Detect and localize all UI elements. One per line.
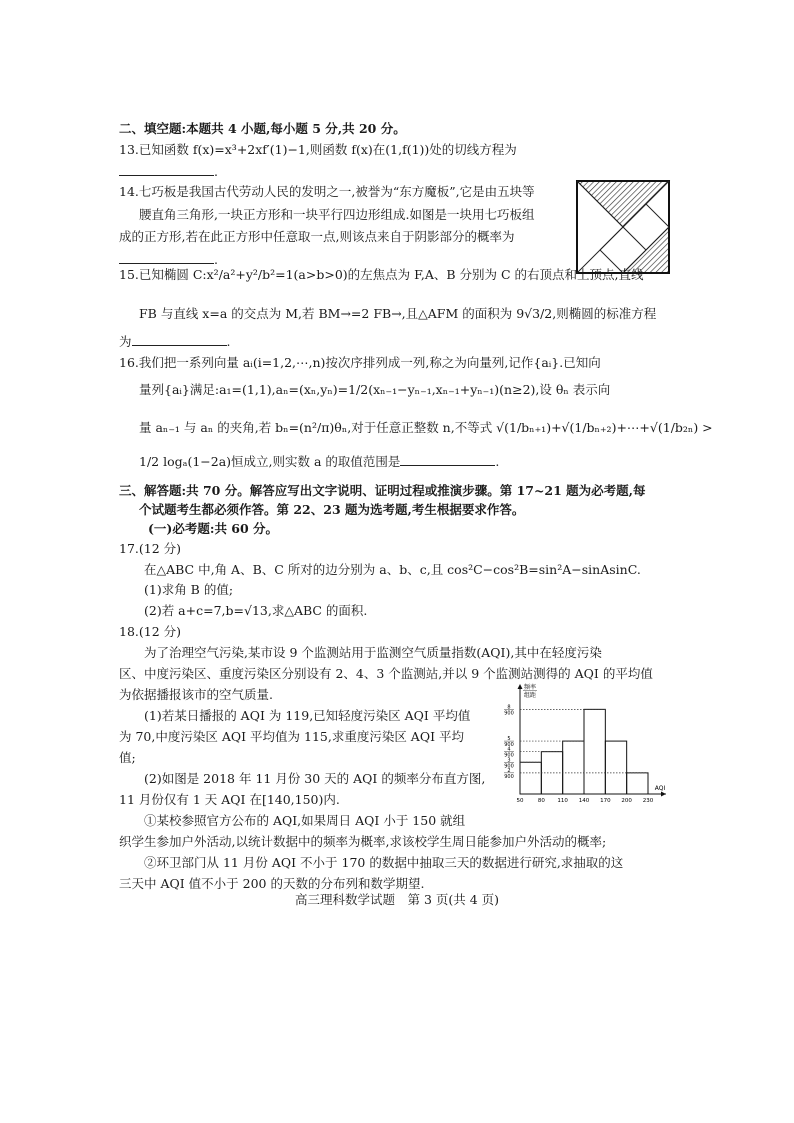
q17-line1: 在△ABC 中,角 A、B、C 所对的边分别为 a、b、c,且 cos²C−cos²B=sin²A−sinAsinC. bbox=[144, 562, 641, 577]
page-footer: 高三理科数学试题 第 3 页(共 4 页) bbox=[294, 892, 500, 907]
q18-line2: 区、中度污染区、重度污染区分别设有 2、4、3 个监测站,并以 9 个监测站测得的 AQI 的平均值 bbox=[119, 666, 653, 681]
q14-line4: . bbox=[119, 251, 218, 268]
aqi-histogram bbox=[498, 682, 666, 804]
x-tick-label: 50 bbox=[516, 798, 524, 804]
q16-line3: 量 aₙ₋₁ 与 aₙ 的夹角,若 bₙ=(n²/π)θₙ,对于任意正整数 n,不等式 √(1/bₙ₊₁)+√(1/bₙ₊₂)+⋯+√(1/b₂ₙ) > bbox=[139, 420, 713, 435]
answer-blank bbox=[119, 163, 214, 176]
answer-blank bbox=[132, 333, 227, 346]
y-tick-label: 8 bbox=[507, 704, 511, 711]
y-tick-label: 900 bbox=[504, 752, 514, 759]
y-tick-label: 900 bbox=[504, 710, 514, 717]
x-axis-label: AQI bbox=[654, 785, 666, 792]
shaded-triangle-top bbox=[577, 181, 669, 227]
x-axis-arrow bbox=[661, 792, 666, 797]
q18-line10: 织学生参加户外活动,以统计数据中的频率为概率,求该校学生周日能参加户外活动的概率; bbox=[119, 834, 607, 849]
q18-head: 18.(12 分) bbox=[119, 624, 182, 639]
required-subsection: (一)必考题:共 60 分。 bbox=[148, 521, 279, 536]
histogram-bar bbox=[605, 741, 626, 794]
q15-line2: FB 与直线 x=a 的交点为 M,若 BM→=2 FB→,且△AFM 的面积为 9√3/2,则椭圆的标准方程 bbox=[139, 306, 657, 321]
q18-line1: 为了治理空气污染,某市设 9 个监测站用于监测空气质量指数(AQI),其中在轻度污染 bbox=[144, 645, 602, 660]
q14-line3: 成的正方形,若在此正方形中任意取一点,则该点来自于阴影部分的概率为 bbox=[119, 229, 515, 244]
q17-part2: (2)若 a+c=7,b=√13,求△ABC 的面积. bbox=[144, 603, 368, 618]
section-2-header: 二、填空题:本题共 4 小题,每小题 5 分,共 20 分。 bbox=[119, 121, 406, 136]
q16-line2: 量列{aᵢ}满足:a₁=(1,1),aₙ=(xₙ,yₙ)=1/2(xₙ₋₁−yₙ₋₁,xₙ₋₁+yₙ₋₁)(n≥2),设 θₙ 表示向 bbox=[139, 382, 611, 397]
y-axis-label: 频率 bbox=[523, 684, 537, 691]
histogram-bar bbox=[520, 762, 541, 794]
y-axis-arrow bbox=[518, 684, 523, 689]
q18-line8: 11 月份仅有 1 天 AQI 在[140,150)内. bbox=[119, 792, 340, 807]
answer-blank bbox=[400, 453, 495, 466]
histogram-bar bbox=[563, 741, 584, 794]
x-tick-label: 170 bbox=[600, 798, 611, 804]
q17-head: 17.(12 分) bbox=[119, 541, 182, 556]
histogram-bar bbox=[584, 709, 605, 794]
x-tick-label: 110 bbox=[557, 798, 568, 804]
y-tick-label: 900 bbox=[504, 763, 514, 770]
q16-line1: 16.我们把一系列向量 aᵢ(i=1,2,⋯,n)按次序排列成一列,称之为向量列,记作{aᵢ}.已知向 bbox=[119, 355, 601, 370]
q15-line3: 为 . bbox=[119, 334, 231, 349]
tangram-figure bbox=[577, 181, 669, 273]
y-tick-label: 900 bbox=[504, 773, 514, 780]
q14-line1: 14.七巧板是我国古代劳动人民的发明之一,被誉为“东方魔板”,它是由五块等 bbox=[119, 184, 535, 199]
q13-line1: 13.已知函数 f(x)=x³+2xf′(1)−1,则函数 f(x)在(1,f(1))处的切线方程为 bbox=[119, 142, 517, 157]
q18-line5: 为 70,中度污染区 AQI 平均值为 115,求重度污染区 AQI 平均 bbox=[119, 729, 464, 744]
y-tick-label: 2 bbox=[507, 767, 511, 774]
section-3-line1: 三、解答题:共 70 分。解答应写出文字说明、证明过程或推演步骤。第 17~21 题为必考题,每 bbox=[119, 483, 646, 498]
q18-line9: ①某校参照官方公布的 AQI,如果周日 AQI 小于 150 就组 bbox=[144, 813, 466, 828]
answer-blank bbox=[119, 251, 214, 264]
y-tick-label: 3 bbox=[507, 757, 511, 764]
q15-line1: 15.已知椭圆 C:x²/a²+y²/b²=1(a>b>0)的左焦点为 F,A、B 分别为 C 的右顶点和上顶点,直线 bbox=[119, 267, 644, 282]
section-3-line2: 个试题考生都必须作答。第 22、23 题为选考题,考生根据要求作答。 bbox=[139, 502, 525, 517]
y-tick-label: 4 bbox=[507, 746, 511, 753]
x-tick-label: 80 bbox=[537, 798, 545, 804]
x-tick-label: 200 bbox=[621, 798, 632, 804]
y-axis-label: 组距 bbox=[523, 692, 537, 699]
q18-line7: (2)如图是 2018 年 11 月份 30 天的 AQI 的频率分布直方图, bbox=[144, 771, 486, 786]
q18-line12: 三天中 AQI 值不小于 200 的天数的分布列和数学期望. bbox=[119, 876, 425, 891]
q18-line6: 值; bbox=[119, 750, 136, 765]
q18-line11: ②环卫部门从 11 月份 AQI 不小于 170 的数据中抽取三天的数据进行研究,求抽取的这 bbox=[144, 855, 624, 870]
q18-line4: (1)若某日播报的 AQI 为 119,已知轻度污染区 AQI 平均值 bbox=[144, 708, 471, 723]
y-tick-label: 5 bbox=[507, 736, 511, 743]
y-tick-label: 900 bbox=[504, 742, 514, 749]
x-tick-label: 140 bbox=[578, 798, 590, 804]
q13-line2: . bbox=[119, 163, 218, 180]
q14-line2: 腰直角三角形,一块正方形和一块平行四边形组成.如图是一块用七巧板组 bbox=[139, 207, 535, 222]
x-tick-label: 230 bbox=[642, 798, 654, 804]
histogram-bar bbox=[627, 773, 648, 794]
q18-line3: 为依据播报该市的空气质量. bbox=[119, 687, 273, 702]
q16-line4: 1/2 logₐ(1−2a)恒成立,则实数 a 的取值范围是 . bbox=[139, 454, 500, 469]
q17-part1: (1)求角 B 的值; bbox=[144, 582, 234, 597]
